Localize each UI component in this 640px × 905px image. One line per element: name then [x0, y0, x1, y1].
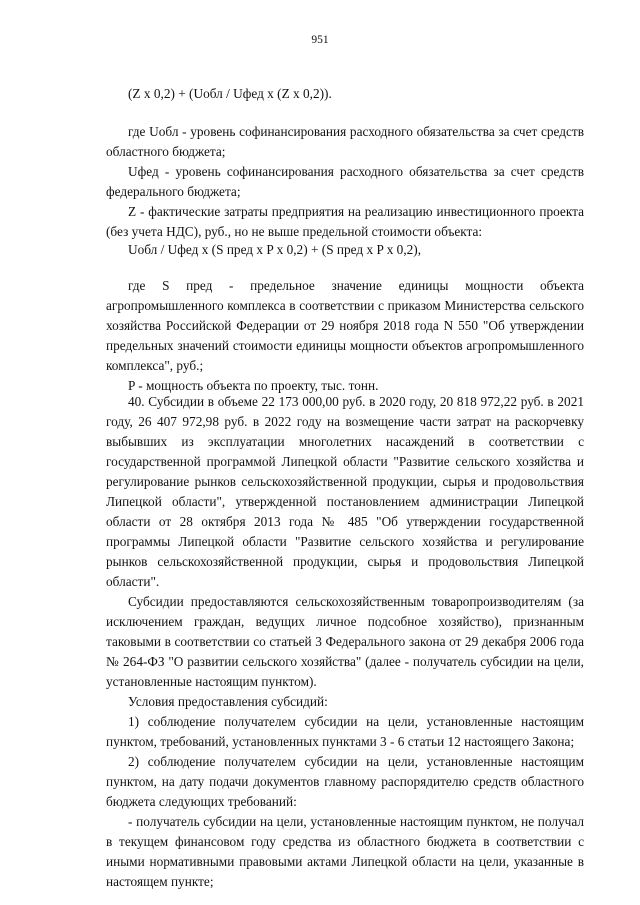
section-paragraph: Субсидии предоставляются сельскохозяйственным товаропроизводителям (за исключением граждан, ведущих личное подсобное хозяйство), признанным таковыми в соответствии со статьей 3 Федерального закона от 29 декабря 2006 года № 264-ФЗ "О развитии сельского хозяйства" (далее - получатель субсидии на цели, установленные настоящим пунктом). [106, 594, 584, 689]
section-paragraph: - получатель субсидии на цели, установленные настоящим пунктом, не получал в текущем финансовом году средства из областного бюджета в соответствии с иными нормативными правовыми актами Липецкой области на цели, указанные в настоящем пункте; [106, 814, 584, 889]
formula-block-2 [106, 240, 584, 260]
definitions-block-1 [106, 122, 584, 242]
section-40 [106, 392, 584, 892]
definition-paragraph: P - мощность объекта по проекту, тыс. тонн. [128, 378, 379, 393]
section-paragraph: Условия предоставления субсидий: [128, 694, 328, 709]
section-paragraph: 40. Субсидии в объеме 22 173 000,00 руб. в 2020 году, 20 818 972,22 руб. в 2021 году, 26 407 972,98 руб. в 2022 году на возмещение части затрат на раскорчевку выбывших из эксплуатации многолетних насаждений в соответствии с государственной программой Липецкой области "Развитие сельского хозяйства и регулирование рынков сельскохозяйственной продукции, сырья и продовольствия Липецкой области", утвержденной постановлением администрации Липецкой области от 28 октября 2013 года № 485 "Об утверждении государственной программы Липецкой области "Развитие сельского хозяйства и регулирование рынков сельскохозяйственной продукции, сырья и продовольствия Липецкой области". [106, 394, 584, 589]
formula: Uобл / Uфед x (S пред x P x 0,2) + (S пред x P x 0,2), [128, 242, 422, 257]
formula-block-1 [106, 84, 584, 104]
definitions-block-2 [106, 276, 584, 396]
formula: (Z x 0,2) + (Uобл / Uфед x (Z x 0,2)). [128, 86, 332, 101]
definition-paragraph: где S пред - предельное значение единицы мощности объекта агропромышленного комплекса в соответствии с приказом Министерства сельского хозяйства Российской Федерации от 29 ноября 2018 года N 550 "Об утверждении предельных значений стоимости единицы мощности объектов агропромышленного комплекса", руб.; [106, 278, 584, 373]
section-paragraph: 2) соблюдение получателем субсидии на цели, установленные настоящим пунктом, на дату подачи документов главному распорядителю средств областного бюджета следующих требований: [106, 754, 584, 809]
page-number: 951 [311, 34, 329, 46]
definition-paragraph: Uфед - уровень софинансирования расходного обязательства за счет средств федерального бюджета; [106, 164, 584, 199]
definition-paragraph: где Uобл - уровень софинансирования расходного обязательства за счет средств областного бюджета; [106, 124, 584, 159]
section-paragraph: 1) соблюдение получателем субсидии на цели, установленные настоящим пунктом, требований, установленных пунктами 3 - 6 статьи 12 настоящего Закона; [106, 714, 584, 749]
definition-paragraph: Z - фактические затраты предприятия на реализацию инвестиционного проекта (без учета НДС), руб., но не выше предельной стоимости объекта: [106, 204, 584, 239]
